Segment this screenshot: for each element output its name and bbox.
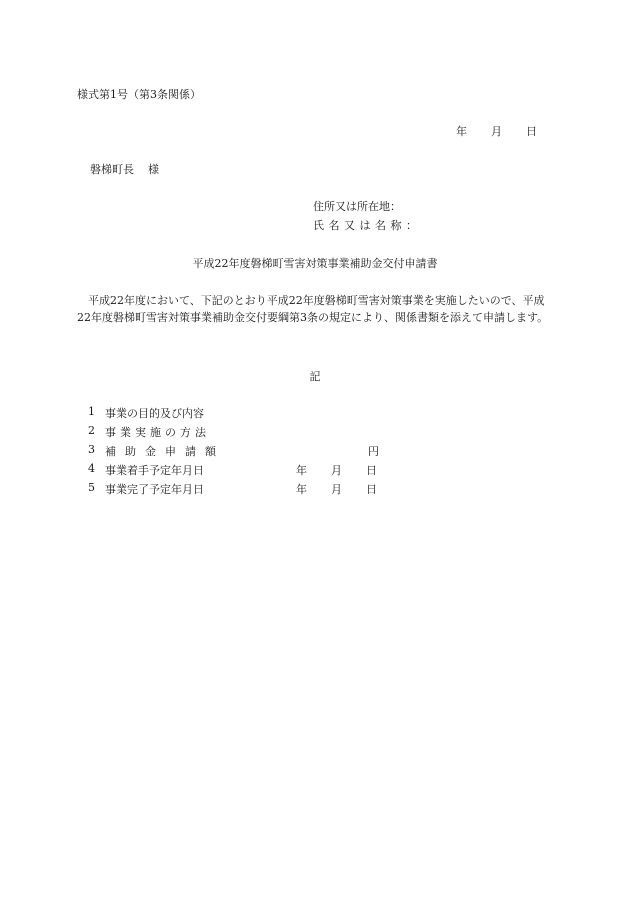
start-day: 日 [366,464,377,477]
start-month: 月 [331,464,342,477]
yen-unit: 円 [368,445,379,458]
end-year: 年 [296,483,307,496]
addressee-name: 磐梯町長 [90,163,134,176]
item-label: 補助金申請額 [105,445,225,458]
date-line [456,123,537,139]
end-date-fields [296,481,377,497]
date-month: 月 [491,125,502,138]
item-label: 事業の目的及び内容 [105,407,204,420]
start-date-fields [296,462,377,478]
date-day: 日 [526,125,537,138]
addressee-honorific: 様 [148,163,159,176]
item-label: 事業完了予定年月日 [105,483,204,496]
name-label: 氏名又は名称： [313,219,422,232]
form-number: 様式第1号（第3条関係） [77,88,201,101]
applicant-block [313,198,422,236]
addressee [90,161,159,177]
item-number: 4 [88,462,95,475]
start-year: 年 [296,464,307,477]
item-number: 2 [88,424,95,437]
item-number: 5 [88,481,95,494]
end-day: 日 [366,483,377,496]
address-label: 住所又は所在地： [313,200,401,213]
ki-heading: 記 [309,370,321,383]
item-number: 1 [88,405,95,418]
item-label: 事業着手予定年月日 [105,464,204,477]
document-title: 平成22年度磐梯町雪害対策事業補助金交付申請書 [192,257,438,270]
item-label: 事業実施の方法 [105,426,210,439]
item-number: 3 [88,443,95,456]
end-month: 月 [331,483,342,496]
body-paragraph: 平成22年度において、下記のとおり平成22年度磐梯町雪害対策事業を実施したいので、平成22年度磐梯町雪害対策事業補助金交付要綱第3条の規定により、関係書類を添えて申請します。 [77,294,549,324]
date-year: 年 [456,125,467,138]
